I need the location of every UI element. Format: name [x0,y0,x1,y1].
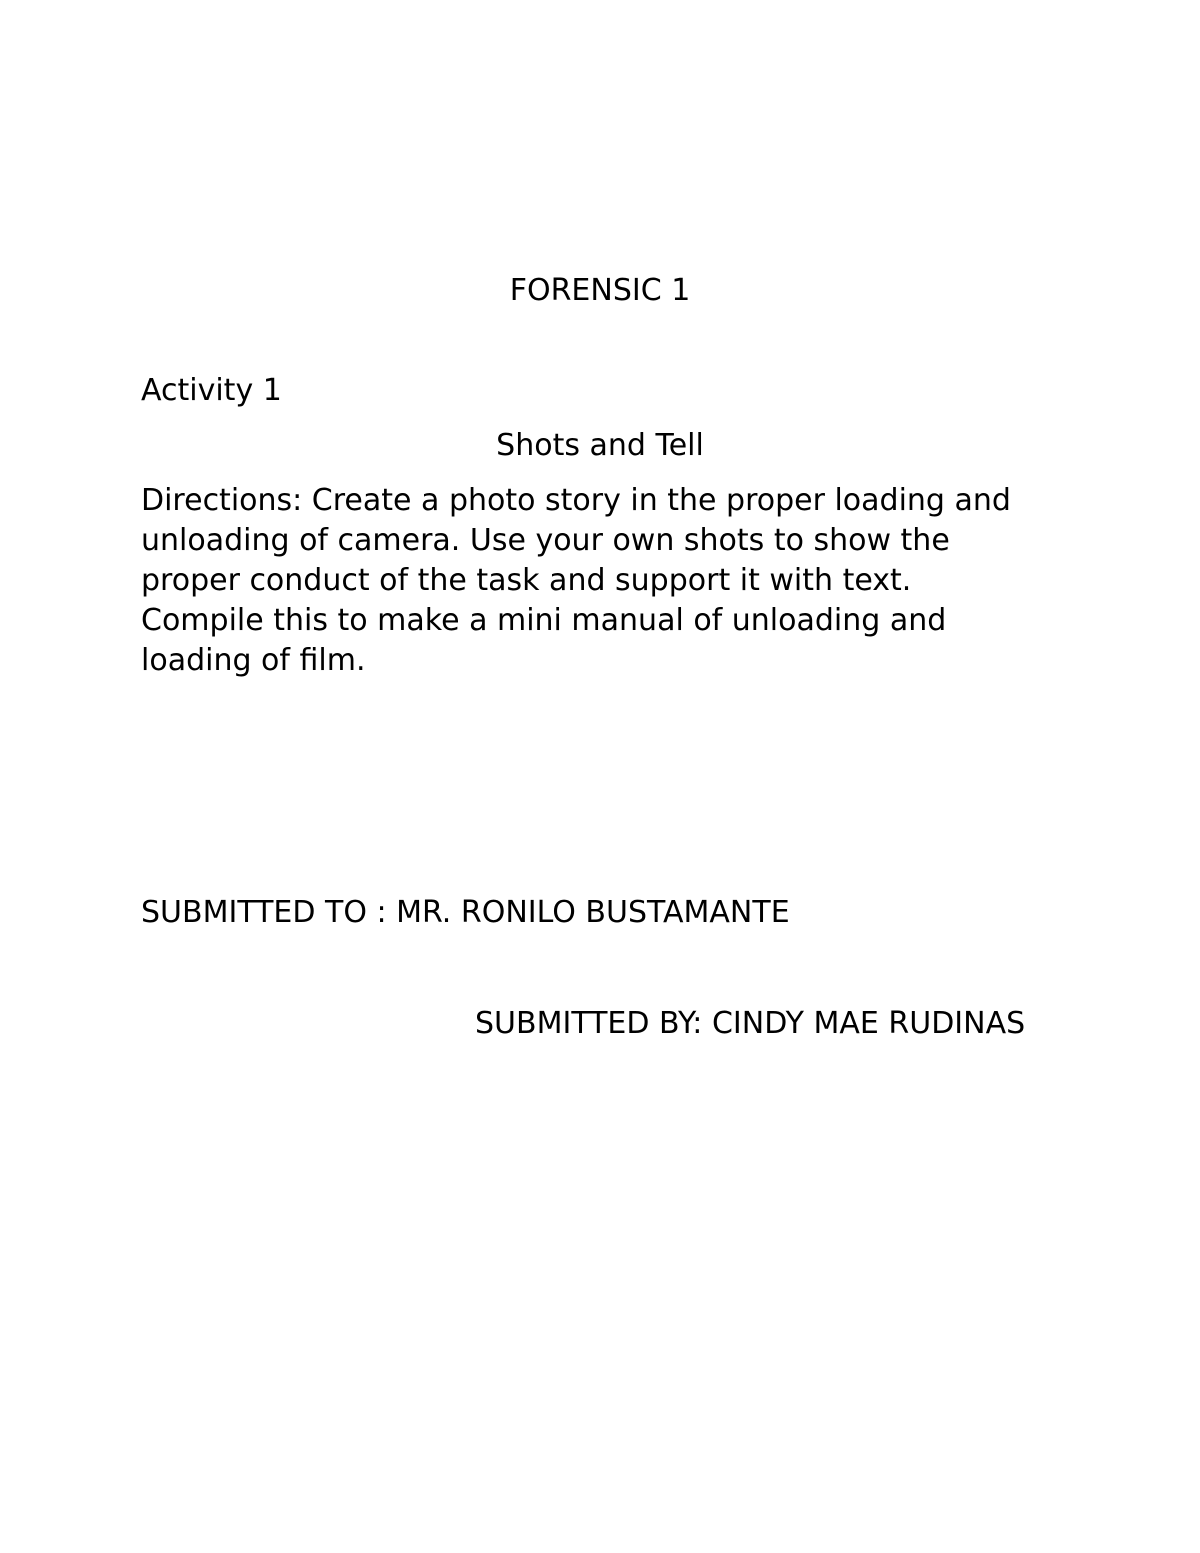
submitted-to: SUBMITTED TO : MR. RONILO BUSTAMANTE [141,895,790,930]
directions-paragraph [141,481,1071,681]
directions-line: Directions: Create a photo story in the proper loading and [141,483,1011,518]
activity-subtitle: Shots and Tell [496,428,704,463]
document-title: FORENSIC 1 [509,273,691,308]
directions-line: unloading of camera. Use your own shots to show the [141,523,950,558]
directions-line: loading of film. [141,643,366,678]
activity-label: Activity 1 [141,373,282,408]
directions-line: proper conduct of the task and support it with text. [141,563,912,598]
directions-line: Compile this to make a mini manual of unloading and [141,603,947,638]
submitted-by: SUBMITTED BY: CINDY MAE RUDINAS [475,1006,1026,1041]
